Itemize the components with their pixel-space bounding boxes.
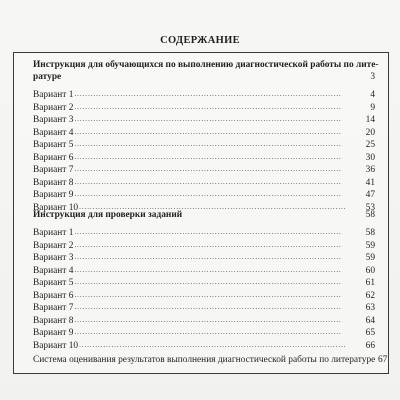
toc-entry [33,113,375,125]
leader-dots [74,102,364,112]
section2-heading-text: Инструкция для проверки заданий [33,210,183,220]
entry-label: Вариант 5 [33,140,74,150]
entry-label: Вариант 4 [33,127,74,138]
entry-page: 61 [365,278,375,288]
toc-entry [33,151,375,163]
entry-page: 4 [370,90,375,100]
entry-label: Вариант 10 [33,202,79,213]
section1-heading-text: ратуре [33,72,62,82]
entry-page: 63 [365,303,375,313]
section1-heading-line2 [33,72,375,83]
entry-page: 59 [365,253,375,263]
toc-entry-assessment [33,353,388,365]
leader-dots [74,139,364,149]
toc-entry [33,251,375,263]
leader-dots [74,302,364,312]
entry-page: 64 [365,315,375,326]
leader-dots [74,265,364,275]
section1-heading-line1: Инструкция для обучающихся по выполнению диагностической работы по лите- [33,60,379,70]
entry-label: Вариант 1 [33,90,74,100]
entry-label: Вариант 5 [33,278,74,288]
entry-page: 60 [365,265,375,276]
toc-entry [33,226,375,238]
toc-entry [33,326,375,338]
leader-dots [74,252,364,262]
entry-page: 53 [365,202,375,213]
entry-label: Вариант 8 [33,177,74,188]
entry-label: Вариант 7 [33,165,74,175]
entry-label: Вариант 9 [33,328,74,338]
entry-label: Вариант 10 [33,340,79,351]
entry-label: Вариант 9 [33,190,74,200]
toc-entry [33,88,375,100]
page-title: СОДЕРЖАНИЕ [160,35,240,46]
toc-entry [33,239,375,251]
entry-label: Вариант 2 [33,240,74,251]
entry-label: Вариант 6 [33,290,74,301]
leader-dots [74,177,364,187]
toc-entry [33,301,375,313]
entry-page: 14 [365,115,375,125]
leader-dots [74,164,364,174]
leader-dots [74,189,364,199]
entry-label: Вариант 6 [33,152,74,163]
toc-entry [33,339,375,351]
leader-dots [79,340,364,350]
entry-page: 66 [365,340,375,351]
table-of-contents [13,52,389,374]
toc-entry [33,314,375,326]
entry-label: Вариант 7 [33,303,74,313]
toc-entry [33,264,375,276]
section2-page: 58 [365,210,375,220]
entry-page: 9 [370,102,375,113]
entry-page: 58 [365,228,375,238]
entry-label: Вариант 3 [33,253,74,263]
entry-page: 59 [365,240,375,251]
toc-entry [33,289,375,301]
toc-entry [33,138,375,150]
entry-page: 25 [365,140,375,150]
section1-page: 3 [370,72,375,82]
toc-entry [33,276,375,288]
entry-page: 30 [365,152,375,163]
leader-dots [74,315,364,325]
leader-dots [74,277,364,287]
entry-page: 65 [365,328,375,338]
entry-label: Вариант 1 [33,228,74,238]
leader-dots [74,240,364,250]
entry-page: 36 [365,165,375,175]
leader-dots [74,152,364,162]
leader-dots [74,127,364,137]
entry-page: 67 [377,355,388,365]
entry-label: Вариант 8 [33,315,74,326]
leader-dots [74,227,364,237]
leader-dots [74,114,364,124]
leader-dots [74,327,364,337]
leader-dots [74,89,364,99]
leader-dots [74,290,364,300]
entry-label: Система оценивания результатов выполнения диагностической работы по литературе [33,355,376,365]
entry-label: Вариант 3 [33,115,74,125]
section2-heading [33,210,375,221]
entry-page: 47 [365,190,375,200]
entry-page: 62 [365,290,375,301]
toc-entry [33,176,375,188]
entry-page: 20 [365,127,375,138]
toc-entry [33,163,375,175]
entry-label: Вариант 2 [33,102,74,113]
entry-label: Вариант 4 [33,265,74,276]
toc-entry [33,101,375,113]
entry-page: 41 [365,177,375,188]
toc-entry [33,188,375,200]
toc-entry [33,126,375,138]
